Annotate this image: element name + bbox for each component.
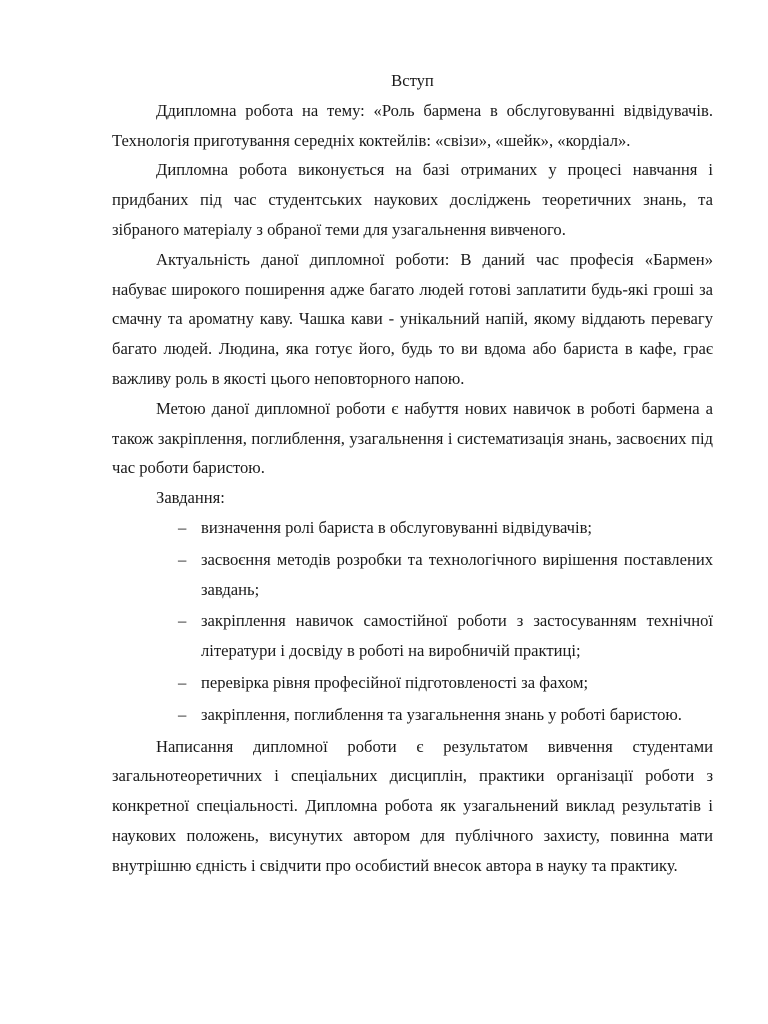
list-item-text: перевірка рівня професійної підготовленості за фахом; xyxy=(201,672,589,692)
list-item xyxy=(112,513,713,543)
list-item xyxy=(112,668,713,698)
document-title: Вступ xyxy=(391,71,434,90)
list-item xyxy=(112,700,713,730)
list-item-text: визначення ролі бариста в обслуговуванні відвідувачів; xyxy=(201,517,593,537)
paragraph-relevance: Актуальність даної дипломної роботи: В даний час професія «Бармен» набуває широкого поширення адже багато людей готові заплатити будь-які гроші за смачну та ароматну каву. Чашка кави - унікальний напій, якому віддають перевагу багато людей. Людина, яка готує його, будь то ви вдома або бариста в кафе, грає важливу роль в якості цього неповторного напою. xyxy=(112,249,713,388)
list-item xyxy=(112,606,713,666)
document-page xyxy=(112,66,713,881)
list-item xyxy=(112,545,713,605)
paragraph-basis: Дипломна робота виконується на базі отриманих у процесі навчання і придбаних під час студентських наукових досліджень теоретичних знань, та зібраного матеріалу з обраної теми для узагальнення вивченого. xyxy=(112,160,713,239)
list-item-text: закріплення, поглиблення та узагальнення знань у роботі баристою. xyxy=(201,704,682,724)
dash-bullet: – xyxy=(178,704,187,724)
tasks-label: Завдання: xyxy=(156,488,225,508)
dash-bullet: – xyxy=(178,549,187,569)
paragraph-topic: Ддипломна робота на тему: «Роль бармена в обслуговуванні відвідувачів. Технологія приготування середніх коктейлів: «свізи», «шейк», «кордіал». xyxy=(112,100,713,150)
paragraph-goal: Метою даної дипломної роботи є набуття нових навичок в роботі бармена а також закріплення, поглиблення, узагальнення і систематизація знань, засвоєних під час роботи баристою. xyxy=(112,398,713,478)
dash-bullet: – xyxy=(178,672,187,692)
dash-bullet: – xyxy=(178,611,187,631)
list-item-text: закріплення навичок самостійної роботи з застосуванням технічної літератури і досвіду в роботі на виробничій практиці; xyxy=(201,611,713,661)
list-item-text: засвоєння методів розробки та технологічного вирішення поставлених завдань; xyxy=(201,549,713,599)
tasks-list xyxy=(112,513,713,730)
paragraph-conclusion: Написання дипломної роботи є результатом вивчення студентами загальнотеоретичних і спеціальних дисциплін, практики організації роботи з конкретної спеціальності. Дипломна робота як узагальнений виклад результатів і наукових положень, висунутих автором для публічного захисту, повинна мати внутрішню єдність і свідчити про особистий внесок автора в науку та практику. xyxy=(112,736,713,875)
dash-bullet: – xyxy=(178,517,187,537)
